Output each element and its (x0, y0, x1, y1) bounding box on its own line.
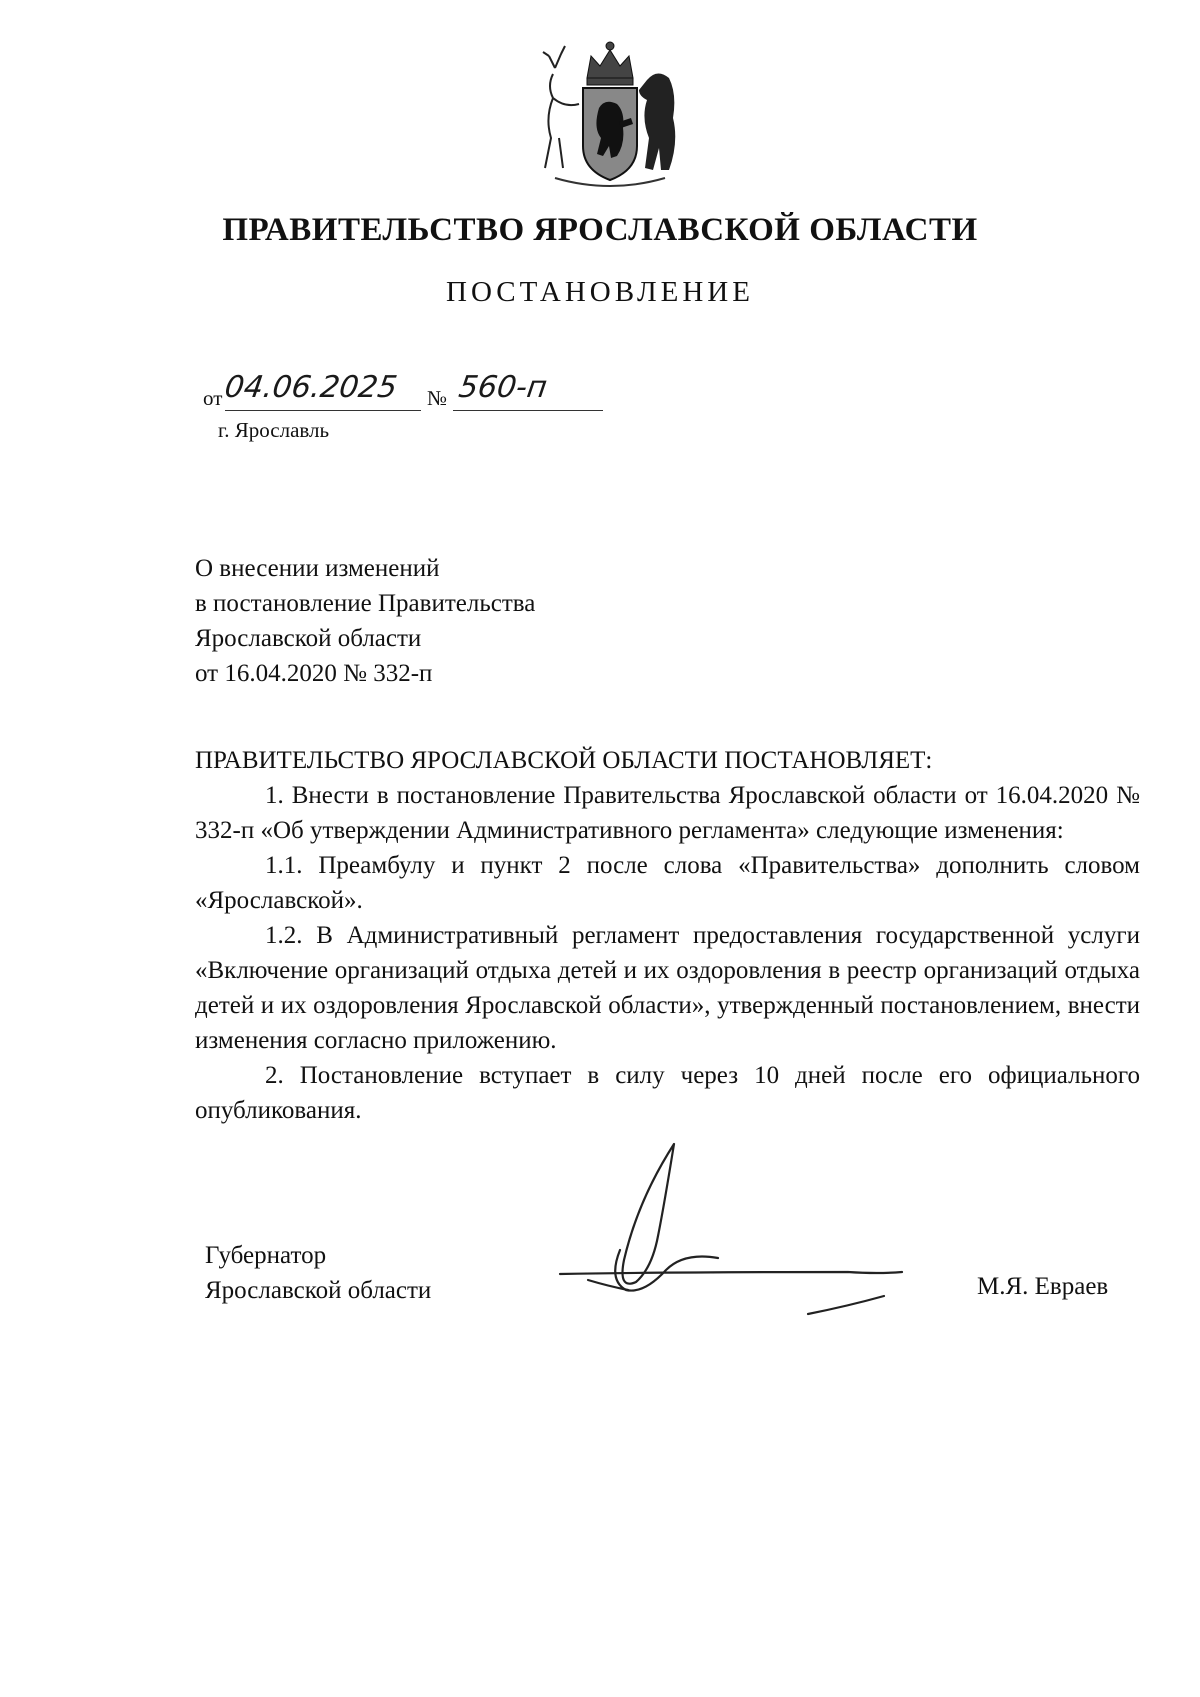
handwritten-signature-icon (548, 1140, 918, 1330)
subject-line: в постановление Правительства (195, 590, 536, 617)
date-underline (225, 410, 421, 411)
document-date: 04.06.2025 (222, 370, 400, 405)
paragraph: 1.1. Преамбулу и пункт 2 после слова «Правительства» дополнить словом «Ярославской». (195, 852, 1140, 914)
organization-name: ПРАВИТЕЛЬСТВО ЯРОСЛАВСКОЙ ОБЛАСТИ (222, 212, 978, 248)
number-prefix: № (427, 386, 448, 410)
date-prefix: от (203, 386, 223, 410)
subject-line: от 16.04.2020 № 332-п (195, 660, 433, 687)
signatory-name: М.Я. Евраев (977, 1273, 1109, 1300)
document-type: ПОСТАНОВЛЕНИЕ (446, 276, 754, 308)
paragraph: 1.2. В Административный регламент предоставления государственной услуги «Включение организаций отдыха детей и их оздоровления в реестр организаций отдыха детей и их оздоровления Ярославской области», утвержденный постановлением, внести изменения согласно приложению. (195, 922, 1140, 1054)
coat-of-arms-icon (535, 38, 685, 196)
paragraph: 1. Внести в постановление Правительства Ярославской области от 16.04.2020 № 332-п «Об утверждении Административного регламента» следующие изменения: (195, 782, 1140, 844)
document-subject (195, 551, 535, 691)
paragraph: 2. Постановление вступает в силу через 10 дней после его официального опубликования. (195, 1062, 1140, 1124)
signatory-position (205, 1238, 431, 1308)
document-number: 560-п (456, 370, 550, 405)
subject-line: Ярославской области (195, 625, 422, 652)
registration-line (203, 370, 623, 412)
position-line: Губернатор (205, 1242, 327, 1269)
document-body (195, 743, 1140, 1128)
subject-line: О внесении изменений (195, 555, 440, 582)
position-line: Ярославской области (205, 1277, 432, 1304)
city: г. Ярославль (218, 418, 330, 442)
resolution-heading: ПРАВИТЕЛЬСТВО ЯРОСЛАВСКОЙ ОБЛАСТИ ПОСТАНОВЛЯЕТ: (195, 747, 933, 774)
number-underline (453, 410, 603, 411)
